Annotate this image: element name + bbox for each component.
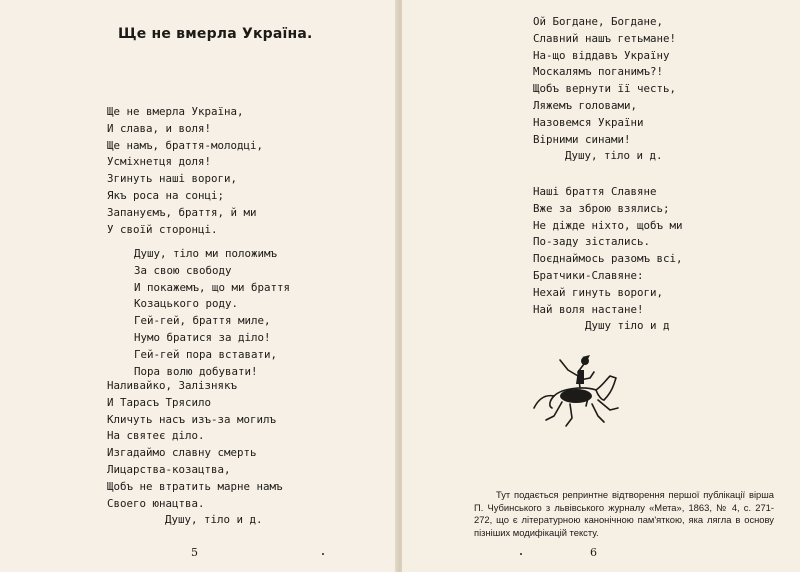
poem-line: Запануємъ, браття, й ми bbox=[107, 205, 257, 219]
poem-line: И слава, и воля! bbox=[107, 121, 212, 135]
poem-line: Щобъ не втратить марне намъ bbox=[107, 479, 283, 493]
print-mark bbox=[322, 553, 324, 555]
refrain-line: Душу, тіло и д. bbox=[565, 149, 663, 163]
stanza-1 bbox=[107, 104, 263, 238]
poem-line: Ой Богдане, Богдане, bbox=[533, 15, 664, 28]
poem-line: Своего юнацтва. bbox=[107, 496, 205, 510]
poem-line: Братчики-Славяне: bbox=[533, 268, 644, 282]
poem-line: Вірними синами! bbox=[533, 132, 631, 146]
poem-line: Нумо братися за діло! bbox=[134, 330, 271, 344]
poem-line: Славний нашъ гетьмане! bbox=[533, 31, 677, 45]
poem-line: Якъ роса на сонці; bbox=[107, 188, 225, 202]
poem-line: На святеє діло. bbox=[107, 429, 205, 443]
stanza-4 bbox=[533, 14, 676, 165]
poem-line: Москалямъ поганимъ?! bbox=[533, 65, 664, 79]
poem-line: Душу, тіло ми положимъ bbox=[134, 247, 278, 260]
stanza-5 bbox=[533, 184, 683, 335]
poem-line: По-заду зістались. bbox=[533, 235, 651, 249]
poem-line: Гей-гей, браття миле, bbox=[134, 314, 271, 328]
poem-line: На-що віддавъ Україну bbox=[533, 48, 670, 62]
poem-line: Вже за зброю взялись; bbox=[533, 201, 670, 215]
poem-line: Згинуть наші вороги, bbox=[107, 172, 238, 186]
poem-line: Усміхнетця доля! bbox=[107, 155, 212, 169]
refrain-line: Душу тіло и д bbox=[585, 319, 670, 333]
poem-line: Наливайко, Залізнякъ bbox=[107, 379, 238, 392]
poem-line: Щобъ вернути її честь, bbox=[533, 82, 677, 96]
poem-line: Ляжемъ головами, bbox=[533, 98, 638, 112]
right-page bbox=[402, 0, 800, 572]
cossack-rider-icon bbox=[532, 350, 622, 432]
page-number: 5 bbox=[191, 546, 198, 559]
poem-line: Гей-гей пора вставати, bbox=[134, 347, 278, 361]
poem-line: У своїй сторонці. bbox=[107, 222, 218, 236]
poem-line: Не діжде ніхто, щобъ ми bbox=[533, 218, 683, 232]
print-mark bbox=[520, 553, 522, 555]
poem-line: Най воля настане! bbox=[533, 302, 644, 316]
poem-line: Наші браття Славяне bbox=[533, 185, 657, 198]
poem-line: Нехай гинуть вороги, bbox=[533, 285, 664, 299]
poem-line: Кличуть насъ изъ-за могилъ bbox=[107, 412, 277, 426]
poem-line: Пора волю добувати! bbox=[134, 364, 258, 378]
editorial-note: Тут подається репринтне відтворення першої публікації вірша П. Чубинського з львівського журналу «Мета», 1863, № 4, с. 271-272, що є літературною канонічною пам'яткою, яка лягла в основу пізніших модифікацій тексту. bbox=[474, 489, 774, 538]
poem-line: Поєднаймось разомъ всі, bbox=[533, 252, 683, 266]
poem-line: Козацького роду. bbox=[134, 297, 239, 311]
poem-line: Назовемся України bbox=[533, 115, 644, 129]
poem-line: За свою свободу bbox=[134, 263, 232, 277]
poem-title: Ще не вмерла Україна. bbox=[118, 26, 313, 42]
poem-line: Ще намъ, браття-молодці, bbox=[107, 138, 264, 152]
poem-line: Лицарства-козацтва, bbox=[107, 462, 231, 476]
refrain-line: Душу, тіло и д. bbox=[165, 513, 263, 527]
left-page bbox=[0, 0, 398, 572]
poem-line: Изгадаймо славну смерть bbox=[107, 446, 257, 460]
poem-line: И Тарасъ Трясило bbox=[107, 395, 212, 409]
poem-line: Ще не вмерла Україна, bbox=[107, 105, 244, 118]
poem-line: И покажемъ, що ми браття bbox=[134, 280, 291, 294]
stanza-3 bbox=[107, 378, 283, 529]
page-number: 6 bbox=[590, 546, 597, 559]
stanza-2 bbox=[134, 246, 290, 380]
